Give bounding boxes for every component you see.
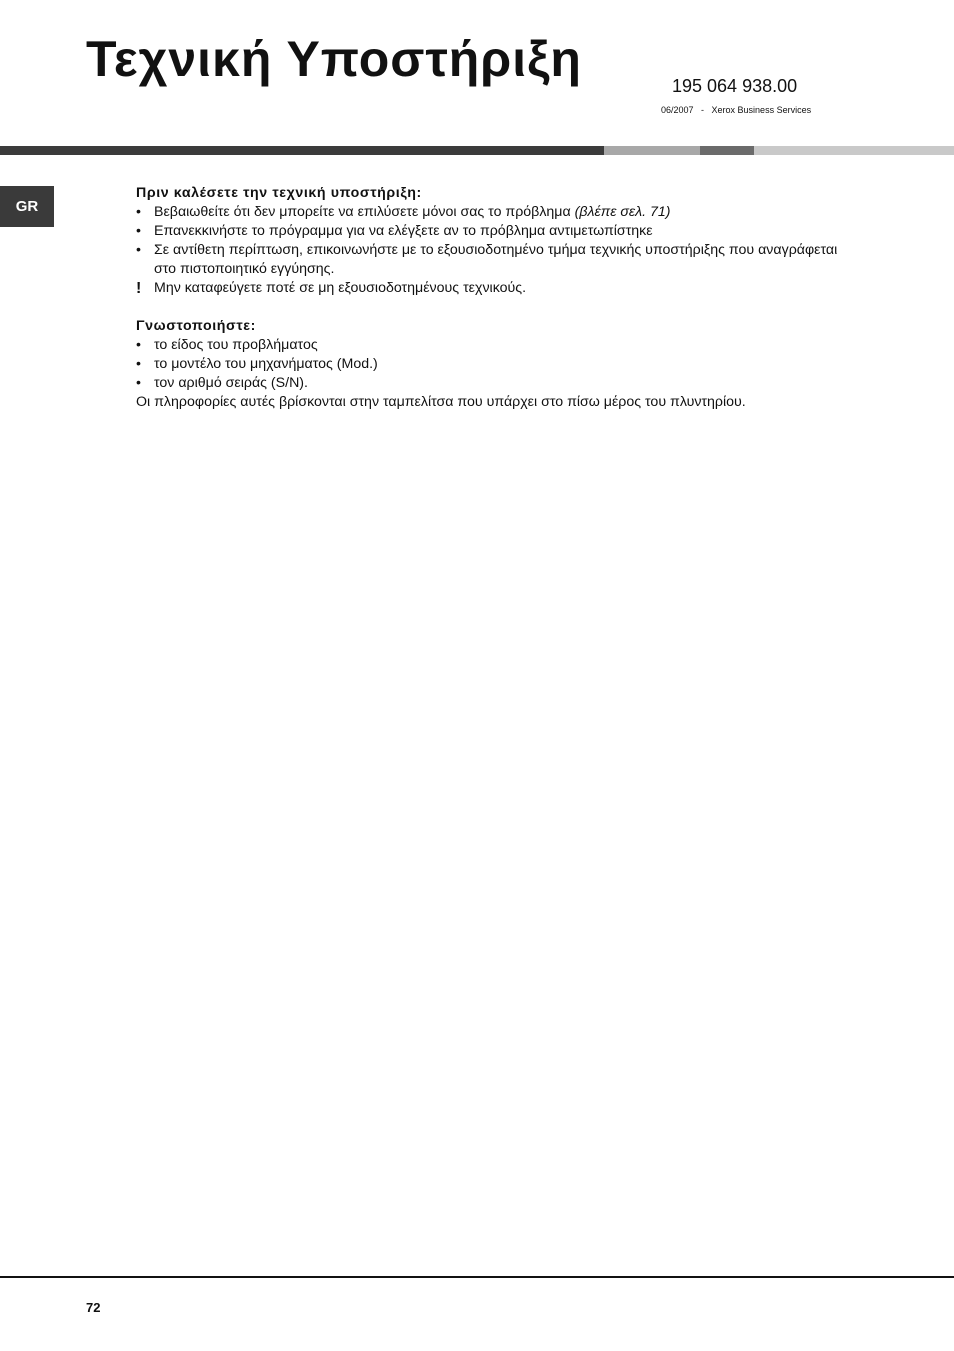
- list-item: [136, 241, 848, 279]
- list-item: [136, 203, 848, 222]
- bullet-icon: •: [136, 204, 141, 220]
- bullet-icon: •: [136, 337, 141, 353]
- list-item-text: Μην καταφεύγετε ποτέ σε μη εξουσιοδοτημένους τεχνικούς.: [154, 280, 527, 296]
- bullet-icon: •: [136, 375, 141, 391]
- page-number: 72: [86, 1300, 101, 1315]
- bullet-icon: •: [136, 223, 141, 239]
- list-item-text: Σε αντίθετη περίπτωση, επικοινωνήστε με το εξουσιοδοτημένο τμήμα τεχνικής υποστήριξης που αναγράφεται στο πιστοποιητικό εγγύησης.: [154, 242, 838, 277]
- list-item: [136, 222, 848, 241]
- bullet-icon: •: [136, 242, 141, 258]
- section-heading-notify: Γνωστοποιήστε:: [136, 318, 256, 334]
- language-tab: GR: [0, 186, 54, 227]
- notify-list: [136, 336, 848, 393]
- footer-divider: [0, 1276, 954, 1278]
- section-spacer: [136, 298, 848, 317]
- list-item-text: Επανεκκινήστε το πρόγραμμα για να ελέγξετε αν το πρόβλημα αντιμετωπίστηκε: [154, 223, 653, 239]
- page-reference: (βλέπε σελ. 71): [574, 204, 671, 220]
- document-meta: 06/2007 - Xerox Business Services: [661, 105, 812, 115]
- list-item-text: τον αριθμό σειράς (S/N).: [154, 375, 308, 391]
- section-heading-before-calling: Πριν καλέσετε την τεχνική υποστήριξη:: [136, 185, 422, 201]
- warning-icon: !: [136, 280, 142, 297]
- header-divider-pale: [754, 146, 954, 155]
- header-divider-light: [604, 146, 700, 155]
- list-item: [136, 336, 848, 355]
- list-item: [136, 374, 848, 393]
- list-item: [136, 279, 848, 298]
- before-calling-list: [136, 203, 848, 298]
- list-item-text: το είδος του προβλήματος: [154, 337, 318, 353]
- rating-plate-note: Οι πληροφορίες αυτές βρίσκονται στην ταμπελίτσα που υπάρχει στο πίσω μέρος του πλυντηρίου.: [136, 394, 746, 410]
- bullet-icon: •: [136, 356, 141, 372]
- list-item: [136, 355, 848, 374]
- list-item-text: το μοντέλο του μηχανήματος (Mod.): [154, 356, 378, 372]
- page-title: Τεχνική Υποστήριξη: [86, 31, 582, 87]
- header-divider-mid: [700, 146, 754, 155]
- document-code: 195 064 938.00: [672, 76, 798, 96]
- list-item-text: Βεβαιωθείτε ότι δεν μπορείτε να επιλύσετε μόνοι σας το πρόβλημα: [154, 204, 575, 220]
- header-divider-dark: [0, 146, 604, 155]
- main-content: [136, 184, 848, 412]
